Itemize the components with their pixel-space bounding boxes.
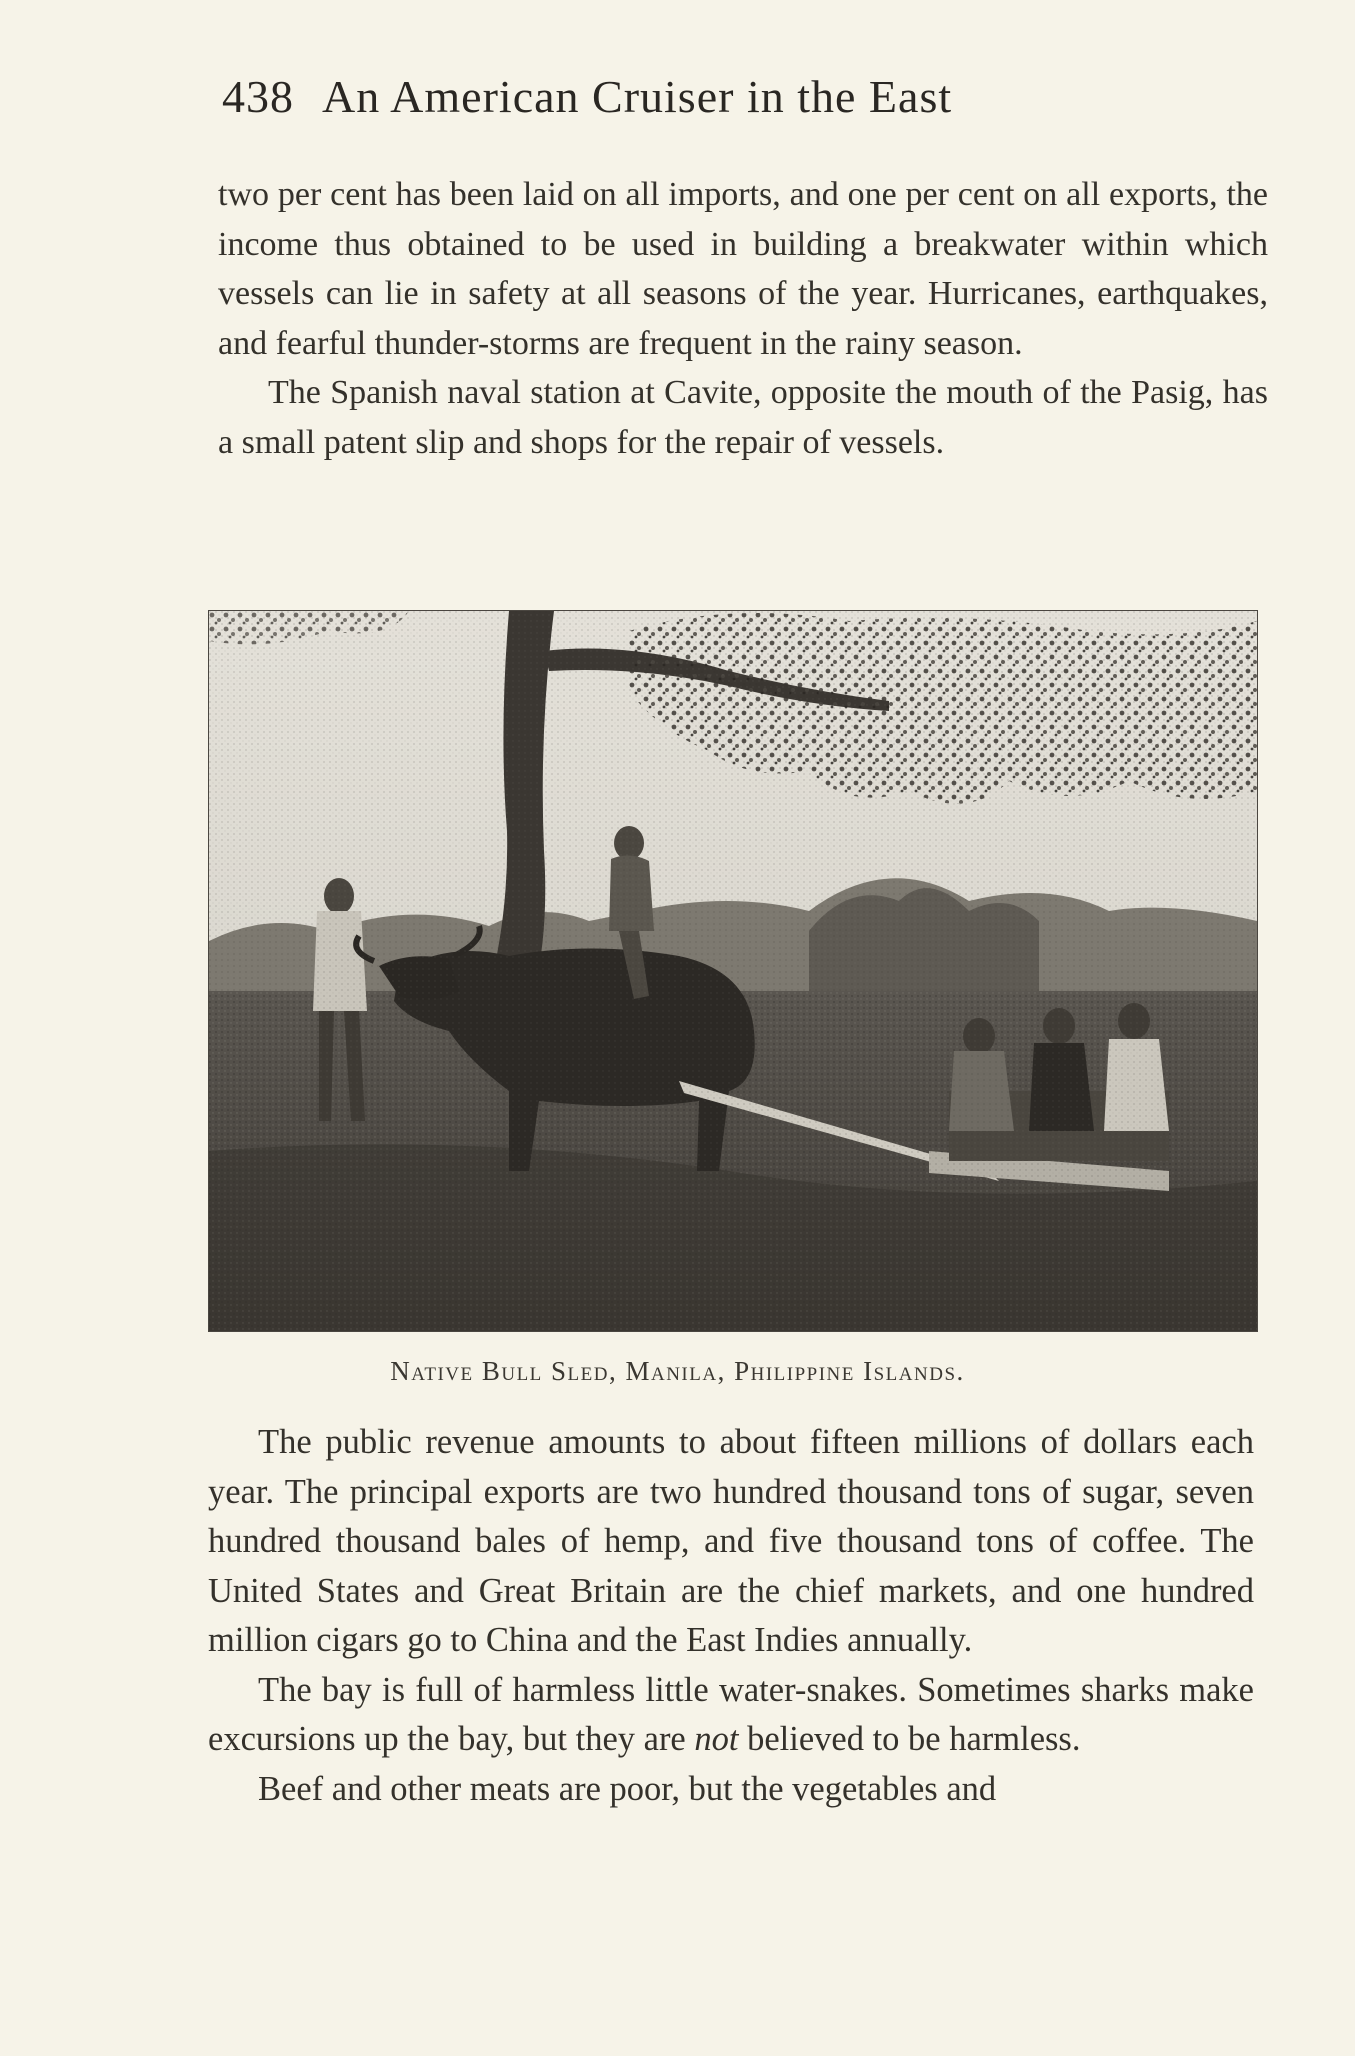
paragraph-beef: Beef and other meats are poor, but the vegetables and: [258, 1769, 997, 1808]
page-number: 438: [222, 71, 294, 122]
paragraph-water-snakes: [208, 1666, 1254, 1765]
running-title: An American Cruiser in the East: [322, 71, 953, 122]
photo-illustration: [209, 611, 1257, 1331]
bottom-text-block: [208, 1418, 1254, 1814]
figure-caption: Native Bull Sled, Manila, Philippine Islands.: [390, 1356, 965, 1386]
paragraph-water-snakes-end: believed to be harmless.: [738, 1720, 1081, 1758]
top-text-block: [218, 170, 1268, 467]
emphasis-not: not: [694, 1720, 739, 1758]
photo-native-bull-sled: [208, 610, 1258, 1332]
paragraph-revenue: The public revenue amounts to about fifteen millions of dollars each year. The principal exports are two hundred thousand tons of sugar, seven hundred thousand bales of hemp, and five thousand tons of coffee. The United States and Great Britain are the chief markets, and one hundred million cigars go to China and the East Indies annually.: [208, 1423, 1254, 1659]
running-header: [222, 70, 952, 123]
paragraph-continued: two per cent has been laid on all imports, and one per cent on all exports, the income thus obtained to be used in building a breakwater within which vessels can lie in safety at all seasons of the year. Hurricanes, earthquakes, and fearful thunder-storms are frequent in the rainy season.: [218, 176, 1268, 362]
paragraph-cavite: The Spanish naval station at Cavite, opposite the mouth of the Pasig, has a small patent slip and shops for the repair of vessels.: [218, 374, 1268, 461]
paragraph-water-snakes-text: The bay is full of harmless little water-snakes. Sometimes sharks make excursions up the bay, but they are: [208, 1670, 1254, 1758]
